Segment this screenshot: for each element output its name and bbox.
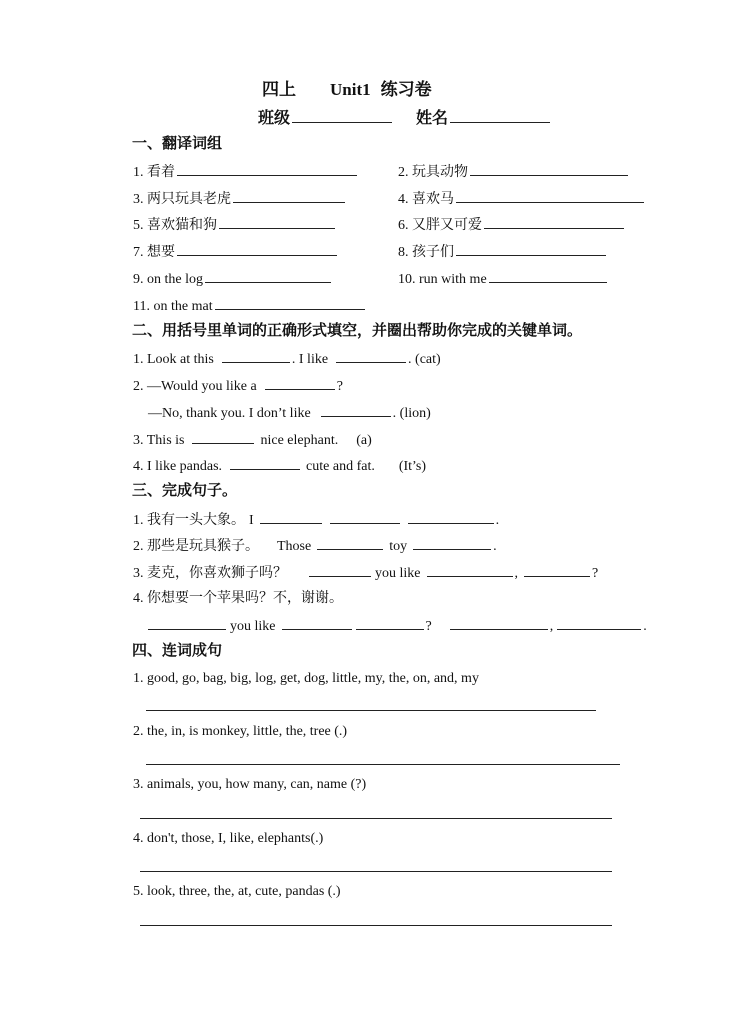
section4-heading: 四、连词成句 [132,643,223,659]
answer-blank[interactable] [205,268,331,283]
answer-blank[interactable] [317,535,383,550]
name-label: 姓名 [416,110,449,127]
q-text: This is [146,433,185,448]
answer-blank[interactable] [177,241,337,256]
s2-question-3 [133,429,372,451]
s4-answer-line-1[interactable] [146,710,596,711]
worksheet-title [262,80,432,100]
item-words: don't, those, I, like, elephants(.) [147,831,324,846]
s3-question-4-answer [146,615,647,637]
s2-question-2a [133,375,343,397]
item-text: on the log [147,272,203,287]
q-text: . I like [291,352,329,367]
section3-heading: 三、完成句子。 [132,483,238,499]
s1-item-3 [133,188,347,210]
item-num: 2. [398,165,409,180]
s2-question-1 [133,348,441,370]
q-hint: . (cat) [408,352,441,367]
s3-question-4 [133,589,343,609]
q-num: 2. [133,379,144,394]
answer-blank[interactable] [222,348,290,363]
q-chinese: 那些是玩具猴子。 [147,539,259,554]
answer-blank[interactable] [489,268,607,283]
item-num: 9. [133,272,144,287]
item-words: good, go, bag, big, log, get, dog, little, my, the, on, and, my [147,671,479,686]
s2-question-2b [148,402,431,424]
s1-item-1 [133,161,359,183]
q-text: you like [375,566,421,581]
s1-item-7 [133,241,339,263]
s1-item-4 [398,188,646,210]
s1-item-5 [133,214,337,236]
q-num: 3. [133,566,144,581]
q-text: —No, thank you. I don’t like [148,406,311,421]
q-num: 4. [133,591,144,606]
item-text: on the mat [153,299,213,314]
q-hint: (a) [356,433,372,448]
answer-blank[interactable] [557,615,641,630]
item-text: run with me [419,272,487,287]
s3-question-2 [133,535,497,557]
answer-blank[interactable] [148,615,226,630]
item-text: 喜欢马 [412,192,454,207]
item-num: 4. [398,192,409,207]
item-num: 3. [133,777,144,792]
title-name: 练习卷 [380,80,432,99]
item-num: 7. [133,245,144,260]
item-text: 玩具动物 [412,165,468,180]
answer-blank[interactable] [230,455,300,470]
item-text: 孩子们 [412,245,454,260]
answer-blank[interactable] [282,615,352,630]
answer-blank[interactable] [260,509,322,524]
q-num: 1. [133,513,144,528]
q-text: Those [277,539,312,554]
item-words: the, in, is monkey, little, the, tree (.) [147,724,348,739]
answer-blank[interactable] [413,535,491,550]
q-end: . [643,619,647,634]
title-grade: 四上 [262,80,296,99]
answer-blank[interactable] [233,188,345,203]
s4-answer-line-4[interactable] [140,871,612,872]
answer-blank[interactable] [321,402,391,417]
item-num: 8. [398,245,409,260]
item-text: 喜欢猫和狗 [147,218,217,233]
s3-question-1 [133,509,499,531]
section1-heading: 一、翻译词组 [132,136,223,152]
q-text: ? [336,379,343,394]
item-words: look, three, the, at, cute, pandas (.) [147,884,341,899]
s4-answer-line-5[interactable] [140,925,612,926]
answer-blank[interactable] [470,161,628,176]
q-text: Look at this [147,352,214,367]
answer-blank[interactable] [177,161,357,176]
section2-heading: 二、用括号里单词的正确形式填空，并圈出帮助你完成的关键单词。 [132,323,583,339]
answer-blank[interactable] [265,375,335,390]
s4-item-1 [133,669,479,689]
s1-item-6 [398,214,626,236]
q-num: 2. [133,539,144,554]
s4-item-4 [133,829,323,849]
q-text: toy [389,539,408,554]
q-text: , [549,619,554,634]
answer-blank[interactable] [408,509,494,524]
s1-item-9 [133,268,333,290]
s1-item-2 [398,161,630,183]
name-blank[interactable] [450,108,550,123]
q-text: nice elephant. [260,433,339,448]
item-text: 想要 [147,245,175,260]
item-num: 6. [398,218,409,233]
q-hint: . (lion) [392,406,431,421]
answer-blank[interactable] [450,615,548,630]
q-chinese: 你想要一个苹果吗？不，谢谢。 [147,591,343,606]
item-text: 又胖又可爱 [412,218,482,233]
q-hint: (It’s) [398,459,427,474]
q-text: —Would you like a [147,379,257,394]
s4-answer-line-3[interactable] [140,818,612,819]
q-num: 1. [133,352,144,367]
item-num: 1. [133,165,144,180]
s4-item-2 [133,722,347,742]
q-chinese: 我有一头大象。 [147,513,245,528]
item-num: 1. [133,671,144,686]
s1-item-8 [398,241,608,263]
answer-blank[interactable] [215,295,365,310]
answer-blank[interactable] [192,429,254,444]
answer-blank[interactable] [336,348,406,363]
item-num: 4. [133,831,144,846]
item-num: 3. [133,192,144,207]
s4-item-5 [133,882,341,902]
q-text: cute and fat. [306,459,375,474]
answer-blank[interactable] [524,562,590,577]
answer-blank[interactable] [427,562,513,577]
answer-blank[interactable] [484,214,624,229]
s1-item-11 [133,295,367,317]
answer-blank[interactable] [356,615,424,630]
q-num: 3. [133,433,144,448]
q-text: I [249,513,254,528]
s1-item-10 [398,268,609,290]
q-text: , [514,566,518,581]
class-blank[interactable] [292,108,392,123]
q-chinese: 麦克，你喜欢狮子吗？ [147,566,287,581]
q-text: I like pandas. [147,459,223,474]
q-end: ? [592,566,599,581]
s3-question-3 [133,562,598,584]
q-end: . [493,539,497,554]
item-num: 10. [398,272,416,287]
item-num: 5. [133,218,144,233]
item-num: 5. [133,884,144,899]
answer-blank[interactable] [456,241,606,256]
class-name-line [258,108,552,129]
q-text: ? [425,619,432,634]
item-text: 看着 [147,165,175,180]
answer-blank[interactable] [219,214,335,229]
class-label: 班级 [258,110,291,127]
title-unit: Unit1 [330,80,371,99]
q-num: 4. [133,459,144,474]
q-end: . [495,513,500,528]
s2-question-4 [133,455,426,477]
answer-blank[interactable] [330,509,400,524]
item-text: 两只玩具老虎 [147,192,231,207]
item-num: 2. [133,724,144,739]
answer-blank[interactable] [309,562,371,577]
q-text: you like [230,619,276,634]
s4-item-3 [133,775,366,795]
answer-blank[interactable] [456,188,644,203]
item-words: animals, you, how many, can, name (?) [147,777,367,792]
item-num: 11. [133,299,150,314]
s4-answer-line-2[interactable] [146,764,620,765]
